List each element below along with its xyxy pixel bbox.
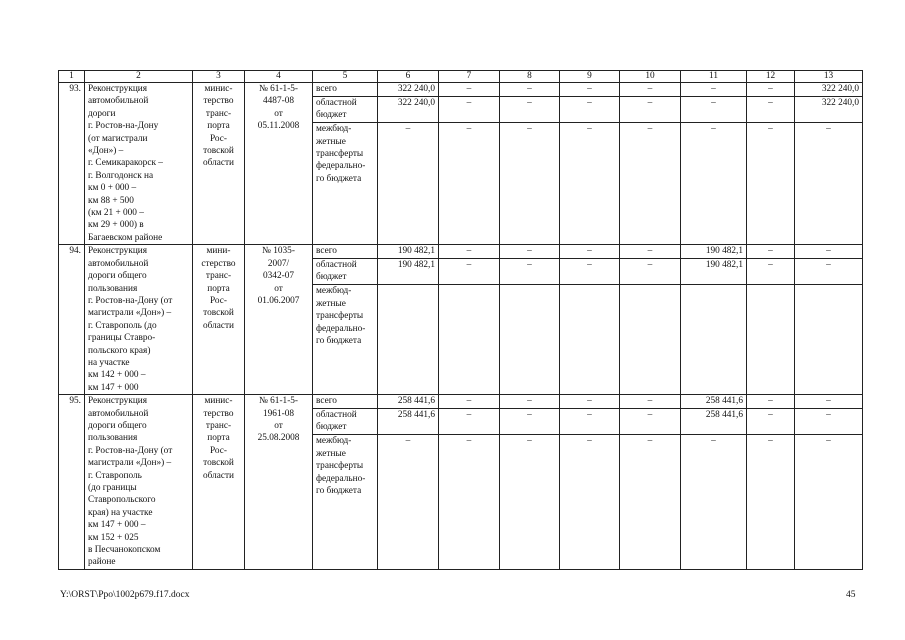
funding-source: всего	[313, 83, 378, 97]
amount-cell: –	[620, 123, 681, 245]
row-number: 95.	[59, 395, 85, 570]
column-number: 12	[747, 71, 795, 83]
table-header-row	[59, 71, 863, 83]
amount-cell: –	[681, 96, 747, 122]
amount-cell: –	[560, 395, 620, 409]
funding-source: всего	[313, 395, 378, 409]
object-name: Реконструкция автомобильной дороги г. Ростов-на-Дону (от магистрали «Дон») – г. Семикаракорск – г. Волгодонск на км 0 + 000 – км 88 + 500 (км 21 + 000 – км 29 + 000) в Багаевском районе	[85, 83, 193, 245]
amount-cell: –	[560, 408, 620, 434]
column-number: 5	[313, 71, 378, 83]
row-number: 94.	[59, 245, 85, 395]
amount-cell: –	[795, 258, 863, 284]
amount-cell: –	[747, 408, 795, 434]
amount-cell: –	[747, 258, 795, 284]
approval-document: № 61-1-5- 1961-08 от 25.08.2008	[245, 395, 313, 570]
amount-cell	[681, 285, 747, 395]
amount-cell: –	[795, 123, 863, 245]
column-number: 3	[193, 71, 245, 83]
investment-table	[58, 70, 863, 570]
funding-source: межбюд- жетные трансферты федерально- го бюджета	[313, 285, 378, 395]
column-number: 4	[245, 71, 313, 83]
column-number: 9	[560, 71, 620, 83]
object-name: Реконструкция автомобильной дороги общего пользования г. Ростов-на-Дону (от магистрали «Дон») – г. Ставрополь (до границы Ставропольского края) на участке км 147 + 000 – км 152 + 025 в Песчанокопском районе	[85, 395, 193, 570]
amount-cell: –	[560, 245, 620, 259]
amount-cell: –	[560, 123, 620, 245]
column-number: 10	[620, 71, 681, 83]
amount-cell: –	[681, 83, 747, 97]
approval-document: № 1035- 2007/ 0342-07 от 01.06.2007	[245, 245, 313, 395]
amount-cell: –	[439, 258, 500, 284]
amount-cell: 190 482,1	[378, 258, 439, 284]
amount-cell: –	[620, 395, 681, 409]
amount-cell: –	[439, 123, 500, 245]
page-number: 45	[846, 590, 856, 600]
amount-cell: –	[439, 408, 500, 434]
amount-cell: 322 240,0	[378, 96, 439, 122]
column-number: 2	[85, 71, 193, 83]
amount-cell: –	[500, 408, 560, 434]
amount-cell: –	[795, 435, 863, 570]
column-number: 1	[59, 71, 85, 83]
amount-cell: –	[560, 435, 620, 570]
amount-cell	[500, 285, 560, 395]
column-number: 7	[439, 71, 500, 83]
customer: минис- терство транс- порта Рос- товской области	[193, 83, 245, 245]
amount-cell: –	[378, 123, 439, 245]
amount-cell: –	[500, 435, 560, 570]
amount-cell: –	[681, 435, 747, 570]
amount-cell	[439, 285, 500, 395]
amount-cell: –	[378, 435, 439, 570]
amount-cell: –	[439, 395, 500, 409]
row-number: 93.	[59, 83, 85, 245]
amount-cell: 190 482,1	[681, 245, 747, 259]
amount-cell: –	[681, 123, 747, 245]
table-row	[59, 83, 863, 97]
amount-cell: 258 441,6	[681, 408, 747, 434]
funding-source: областной бюджет	[313, 258, 378, 284]
amount-cell: –	[620, 258, 681, 284]
amount-cell: 258 441,6	[681, 395, 747, 409]
amount-cell: –	[439, 245, 500, 259]
amount-cell: –	[620, 245, 681, 259]
amount-cell: –	[439, 435, 500, 570]
amount-cell: –	[747, 96, 795, 122]
amount-cell: –	[747, 83, 795, 97]
amount-cell: 258 441,6	[378, 395, 439, 409]
amount-cell: –	[439, 83, 500, 97]
amount-cell: 258 441,6	[378, 408, 439, 434]
column-number: 8	[500, 71, 560, 83]
amount-cell: 322 240,0	[795, 83, 863, 97]
amount-cell: –	[500, 245, 560, 259]
column-number: 11	[681, 71, 747, 83]
amount-cell: –	[560, 96, 620, 122]
amount-cell: –	[747, 435, 795, 570]
customer: мини- стерство транс- порта Рос- товской области	[193, 245, 245, 395]
amount-cell: 190 482,1	[681, 258, 747, 284]
funding-source: областной бюджет	[313, 408, 378, 434]
amount-cell: –	[500, 395, 560, 409]
amount-cell: –	[747, 245, 795, 259]
amount-cell: –	[620, 83, 681, 97]
funding-source: межбюд- жетные трансферты федерально- го бюджета	[313, 435, 378, 570]
amount-cell: 322 240,0	[378, 83, 439, 97]
amount-cell: –	[620, 408, 681, 434]
amount-cell: –	[795, 408, 863, 434]
amount-cell	[795, 285, 863, 395]
amount-cell: –	[560, 258, 620, 284]
amount-cell: –	[500, 123, 560, 245]
amount-cell: –	[795, 395, 863, 409]
amount-cell: 190 482,1	[378, 245, 439, 259]
amount-cell: –	[439, 96, 500, 122]
amount-cell: –	[500, 83, 560, 97]
table-row	[59, 245, 863, 259]
amount-cell	[378, 285, 439, 395]
amount-cell	[620, 285, 681, 395]
amount-cell: –	[747, 395, 795, 409]
approval-document: № 61-1-5- 4487-08 от 05.11.2008	[245, 83, 313, 245]
file-path: Y:\ORST\Ppo\1002p679.f17.docx	[60, 590, 190, 600]
funding-source: всего	[313, 245, 378, 259]
customer: минис- терство транс- порта Рос- товской области	[193, 395, 245, 570]
amount-cell	[560, 285, 620, 395]
amount-cell: –	[500, 258, 560, 284]
amount-cell: –	[620, 96, 681, 122]
amount-cell: 322 240,0	[795, 96, 863, 122]
amount-cell	[747, 285, 795, 395]
amount-cell: –	[500, 96, 560, 122]
column-number: 6	[378, 71, 439, 83]
funding-source: областной бюджет	[313, 96, 378, 122]
column-number: 13	[795, 71, 863, 83]
amount-cell: –	[747, 123, 795, 245]
object-name: Реконструкция автомобильной дороги общего пользования г. Ростов-на-Дону (от магистрали «Дон») – г. Ставрополь (до границы Ставро- польского края) на участке км 142 + 000 – км 147 + 000	[85, 245, 193, 395]
amount-cell: –	[795, 245, 863, 259]
table-row	[59, 395, 863, 409]
funding-source: межбюд- жетные трансферты федерально- го бюджета	[313, 123, 378, 245]
amount-cell: –	[560, 83, 620, 97]
amount-cell: –	[620, 435, 681, 570]
